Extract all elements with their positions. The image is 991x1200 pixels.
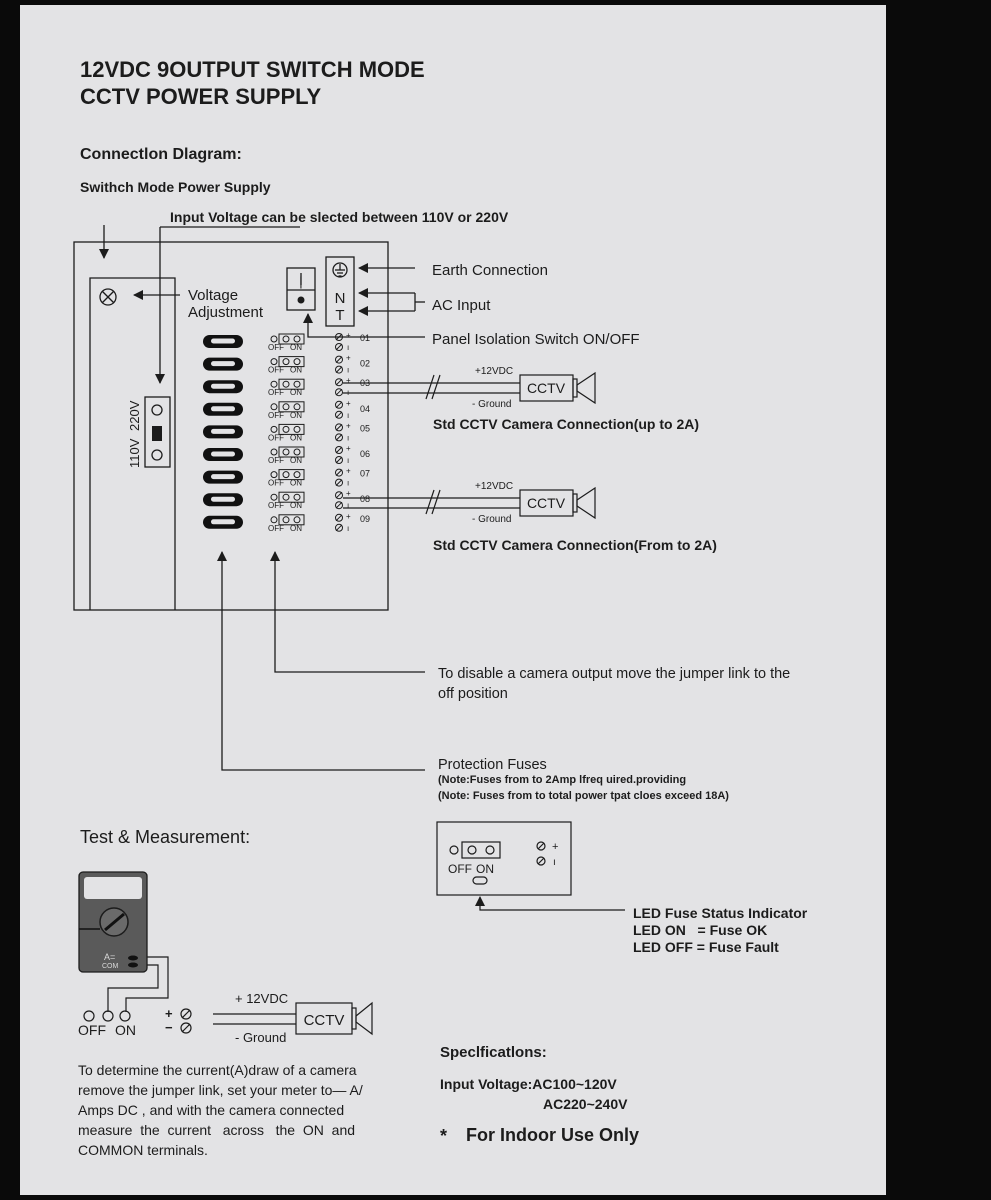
output-number: 02 [360, 358, 371, 369]
jumper-on-label: ON [290, 343, 302, 352]
jumper-off-label: OFF [268, 501, 284, 511]
neutral-label: N [334, 290, 346, 307]
minus-mark: ı [347, 365, 350, 375]
camera-icon [577, 373, 595, 403]
terminal-screw-icon [336, 379, 343, 396]
output-row [203, 467, 370, 488]
paragraph-line: measure the current across the ON and [78, 1122, 356, 1138]
output-number: 05 [360, 423, 371, 434]
jumper-off-label: OFF [268, 523, 284, 533]
output-number: 09 [360, 513, 371, 524]
title-line1: 12VDC 9OUTPUT SWITCH MODE [80, 57, 425, 82]
plus-mark: + [346, 444, 351, 453]
test-heading: Test & Measurement: [80, 827, 251, 847]
output-row [203, 376, 370, 397]
camera-connection-2 [343, 478, 595, 525]
plus-mark: + [346, 398, 351, 408]
output-row [203, 399, 370, 420]
jumper-on-label: ON [290, 388, 302, 398]
minus-mark: ı [347, 388, 350, 398]
minus-mark: ı [347, 478, 350, 488]
plus-mark: + [346, 353, 351, 363]
jumper-off-label: OFF [268, 343, 284, 352]
jumper-off-label: OFF [268, 410, 284, 420]
ground-label: - Ground [472, 514, 512, 525]
output-number: 04 [360, 403, 371, 414]
led-minus-mark: ı [553, 857, 556, 868]
jumper-off-label: OFF [268, 365, 284, 375]
jumper-on-label: ON [290, 365, 302, 375]
minus-mark: ı [347, 523, 350, 533]
output-number: 06 [360, 449, 371, 459]
fuse-slot [211, 339, 235, 344]
camera-connection-1 [343, 366, 595, 410]
jumper-on-label: ON [290, 456, 302, 465]
jumper-on-label: ON [290, 478, 302, 488]
output-row [203, 489, 370, 510]
terminal-screw-icon [336, 356, 343, 373]
terminal-screw-icon [336, 492, 343, 509]
jumper-off-label: OFF [268, 478, 284, 488]
jumper-on-label: ON [290, 410, 302, 420]
led-on-text: LED ON = Fuse OK [633, 922, 768, 938]
ac-input-label: AC Input [432, 297, 491, 314]
led-plus-mark: + [552, 841, 559, 853]
test-on-label: ON [115, 1022, 136, 1038]
specs-star: * [440, 1126, 448, 1146]
test-minus-mark: − [165, 1020, 173, 1035]
meter-com-label: COM [102, 963, 119, 970]
plus-mark: + [346, 511, 351, 521]
specs-input-voltage: Input Voltage:AC100~120V [440, 1076, 617, 1092]
adjustment-label: Adjustment [188, 304, 264, 321]
meter-a-label: A= [104, 952, 116, 962]
110v-label: 110V [127, 438, 142, 468]
test-off-label: OFF [78, 1022, 106, 1038]
switch-dot [298, 297, 305, 304]
title-line2: CCTV POWER SUPPLY [80, 84, 322, 109]
output-row [203, 354, 370, 375]
output-row [203, 421, 370, 442]
led-on-label: ON [476, 862, 494, 876]
ground-label: - Ground [472, 399, 512, 410]
fuse-slot [211, 519, 235, 524]
plus-mark: + [346, 376, 351, 386]
output-rows [203, 331, 370, 533]
terminal-screw-icon [336, 401, 343, 418]
terminal-screw-icon [336, 447, 343, 464]
fuse-slot [211, 497, 235, 502]
camera1-caption: Std CCTV Camera Connection(up to 2A) [433, 416, 700, 432]
fuse-slot [211, 452, 235, 457]
terminal-screw-icon [336, 469, 343, 486]
input-voltage-note: Input Voltage can be slected between 110V or 220V [170, 209, 509, 225]
fuse-slot [211, 474, 235, 479]
minus-mark: ı [347, 433, 350, 443]
jumper-off-label: OFF [268, 433, 284, 443]
led-off-label: OFF [448, 862, 472, 876]
plus-mark: + [346, 489, 351, 499]
paragraph-line: To determine the current(A)draw of a camera [78, 1062, 357, 1078]
specs-heading: Speclficatlons: [440, 1044, 547, 1061]
voltage-label: Voltage [188, 287, 239, 304]
output-row [203, 512, 370, 533]
terminal-screw-icon [336, 334, 343, 351]
output-number: 01 [360, 333, 371, 343]
paragraph-line: COMMON terminals. [78, 1142, 208, 1158]
test-plus-mark: + [165, 1006, 173, 1021]
220v-label: 220V [127, 400, 142, 431]
minus-mark: ı [347, 410, 350, 420]
supply-label: Swithch Mode Power Supply [80, 179, 271, 195]
disable-note-line2: off position [438, 686, 508, 702]
camera-icon [577, 488, 595, 518]
indoor-use-note: For Indoor Use Only [466, 1125, 640, 1145]
jumper-on-label: ON [290, 501, 302, 511]
jumper-on-label: ON [290, 433, 302, 443]
voltage-selector-jumper[interactable] [152, 426, 162, 441]
paragraph-line: remove the jumper link, set your meter to— A/ [78, 1082, 363, 1098]
disable-note-line1: To disable a camera output move the jumper link to the [438, 666, 791, 682]
test-paragraph [78, 1062, 363, 1158]
fuse-slot [211, 361, 235, 366]
output-row [203, 444, 370, 465]
led-title: LED Fuse Status Indicator [633, 905, 808, 921]
output-number: 08 [360, 494, 371, 505]
jumper-off-label: OFF [268, 456, 284, 465]
plus-12vdc-label: +12VDC [475, 481, 514, 492]
fuses-note1: (Note:Fuses from to 2Amp lfreq uired.providing [438, 774, 687, 786]
test-cctv-label: CCTV [303, 1012, 345, 1029]
cctv-label: CCTV [526, 495, 566, 511]
plus-mark: + [346, 421, 351, 431]
cctv-label: CCTV [526, 380, 566, 396]
jumper-on-label: ON [290, 523, 302, 533]
led-off-text: LED OFF = Fuse Fault [633, 939, 779, 955]
plus-mark: + [346, 466, 351, 476]
specs-input-voltage-alt: AC220~240V [543, 1096, 628, 1112]
minus-mark: ı [347, 501, 350, 511]
fuses-title: Protection Fuses [438, 757, 547, 773]
fuse-slot [211, 429, 235, 434]
earth-connection-label: Earth Connection [432, 262, 548, 279]
plus-mark: + [346, 331, 351, 340]
voltage-adjust-pot-icon[interactable] [100, 289, 116, 305]
paragraph-line: Amps DC , and with the camera connected [78, 1102, 345, 1118]
test-ground-label: - Ground [235, 1030, 287, 1045]
switch-on-mark: | [299, 274, 303, 289]
camera2-caption: Std CCTV Camera Connection(From to 2A) [433, 537, 717, 553]
fuse-slot [211, 384, 235, 389]
connection-heading: Connectlon Dlagram: [80, 146, 242, 163]
output-row [203, 331, 370, 352]
live-label: T [335, 307, 345, 324]
terminal-screw-icon [336, 424, 343, 441]
minus-mark: ı [347, 343, 350, 352]
plus-12vdc-label: +12VDC [475, 366, 514, 377]
terminal-screw-icon [336, 514, 343, 531]
test-plus-label: + 12VDC [235, 991, 289, 1006]
output-number: 03 [360, 378, 371, 389]
isolation-switch-label: Panel Isolation Switch ON/OFF [432, 331, 640, 348]
minus-mark: ı [347, 456, 350, 465]
fuse-slot [211, 406, 235, 411]
fuses-note2: (Note: Fuses from to total power tpat cloes exceed 18A) [438, 790, 729, 802]
output-number: 07 [360, 468, 371, 479]
jumper-off-label: OFF [268, 388, 284, 398]
